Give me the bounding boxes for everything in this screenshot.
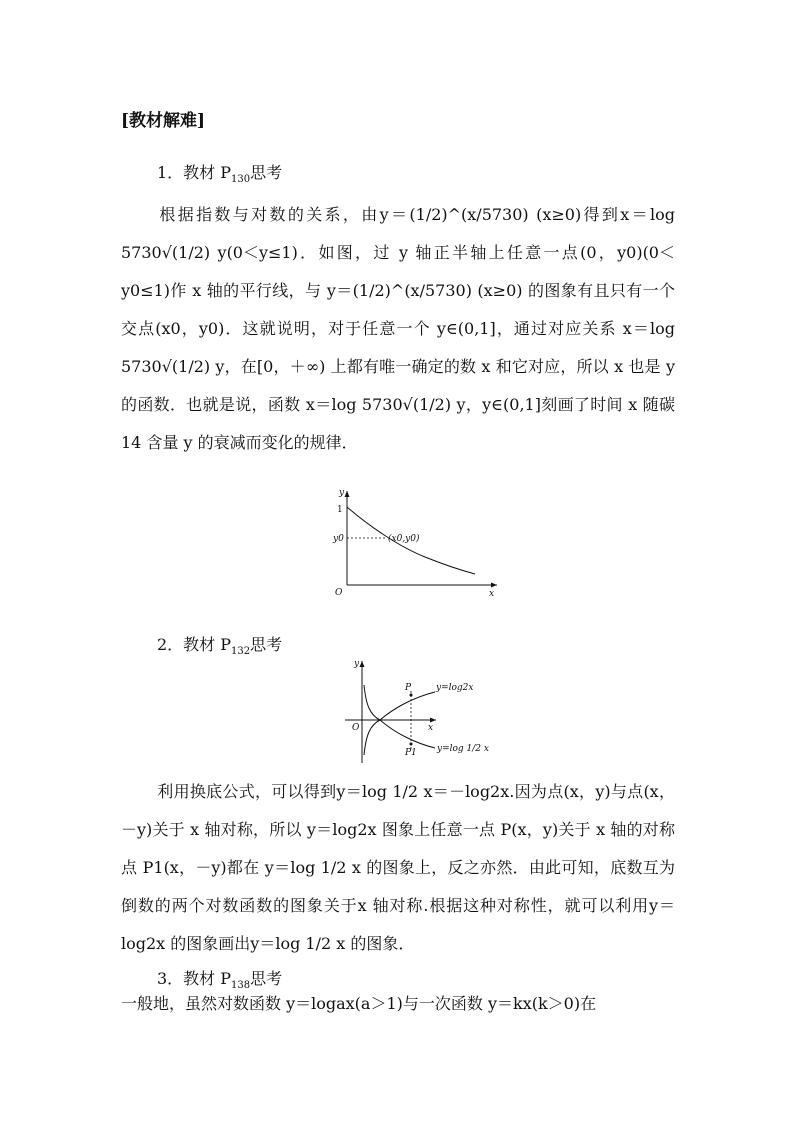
log2-curve: [364, 692, 435, 755]
section-1-title: 1．教材 $P_{130}$思考: [157, 163, 283, 186]
log-half-curve-label: y=log 1/2 x: [437, 744, 489, 754]
point-label: (x0,y0): [388, 534, 420, 544]
P1-label: P1: [405, 748, 417, 758]
log-symmetry-figure: [340, 655, 490, 767]
section-2-paragraph: 利用换底公式，可以得到y＝log 1/2 x＝－log2x.因为点(x，y)与点(x，－y)关于 x 轴对称，所以 y＝log2x 图象上任意一点 P(x，y)关于 x 轴的对称点 P1(x，－y)都在 y＝log 1/2 x 的图象上，反之亦然．由此可知，底数互为倒数的两个对数函数的图象关于x 轴对称.根据这种对称性，就可以利用y＝log2x 的图象画出y＝log 1/2 x 的图象．: [121, 782, 675, 953]
log2-curve-label: y=log2x: [436, 683, 474, 693]
section-heading: [教材解难]: [121, 111, 206, 131]
section-1-paragraph: 根据指数与对数的关系，由y＝(1/2)^(x/5730) (x≥0)得到x＝log 5730√(1/2) y(0＜y≤1)．如图，过 y 轴正半轴上任意一点(0，y0)(0＜y0≤1)作 x 轴的平行线，与 y＝(1/2)^(x/5730) (x≥0) 的图象有且只有一个交点(x0，y0)．这就说明，对于任意一个 y∈(0,1]，通过对应关系 x＝log 5730√(1/2) y，在[0，＋∞) 上都有唯一确定的数 x 和它对应，所以 x 也是 y 的函数．也就是说，函数 x＝log 5730√(1/2) y，y∈(0,1]刻画了时间 x 随碳 14 含量 y 的衰减而变化的规律．: [121, 205, 675, 452]
log-half-curve: [364, 685, 435, 748]
section-3-paragraph: 一般地，虽然对数函数 y＝logax(a＞1)与一次函数 y＝kx(k＞0)在: [121, 994, 597, 1013]
y-axis-label: y: [339, 488, 345, 498]
x-axis-label: x: [489, 589, 495, 599]
y-axis-label: y: [354, 659, 360, 669]
tick-one-label: 1: [337, 505, 343, 515]
P-label: P: [405, 683, 412, 693]
section-2-title: 2．教材 $P_{132}$思考: [157, 635, 283, 658]
x-axis-arrow: [491, 583, 497, 588]
y-axis-arrow: [345, 491, 350, 497]
point-P: [410, 694, 413, 697]
origin-label: O: [335, 588, 343, 598]
decay-curve-figure: [325, 487, 505, 602]
point-P1: [410, 743, 413, 746]
tick-y0-label: y0: [333, 534, 344, 544]
x-axis-label: x: [428, 723, 434, 733]
section-3-title: 3．教材 $P_{138}$思考: [157, 969, 283, 992]
origin-label: O: [352, 723, 360, 733]
x-axis-arrow: [430, 718, 436, 723]
y-axis-arrow: [360, 661, 365, 667]
